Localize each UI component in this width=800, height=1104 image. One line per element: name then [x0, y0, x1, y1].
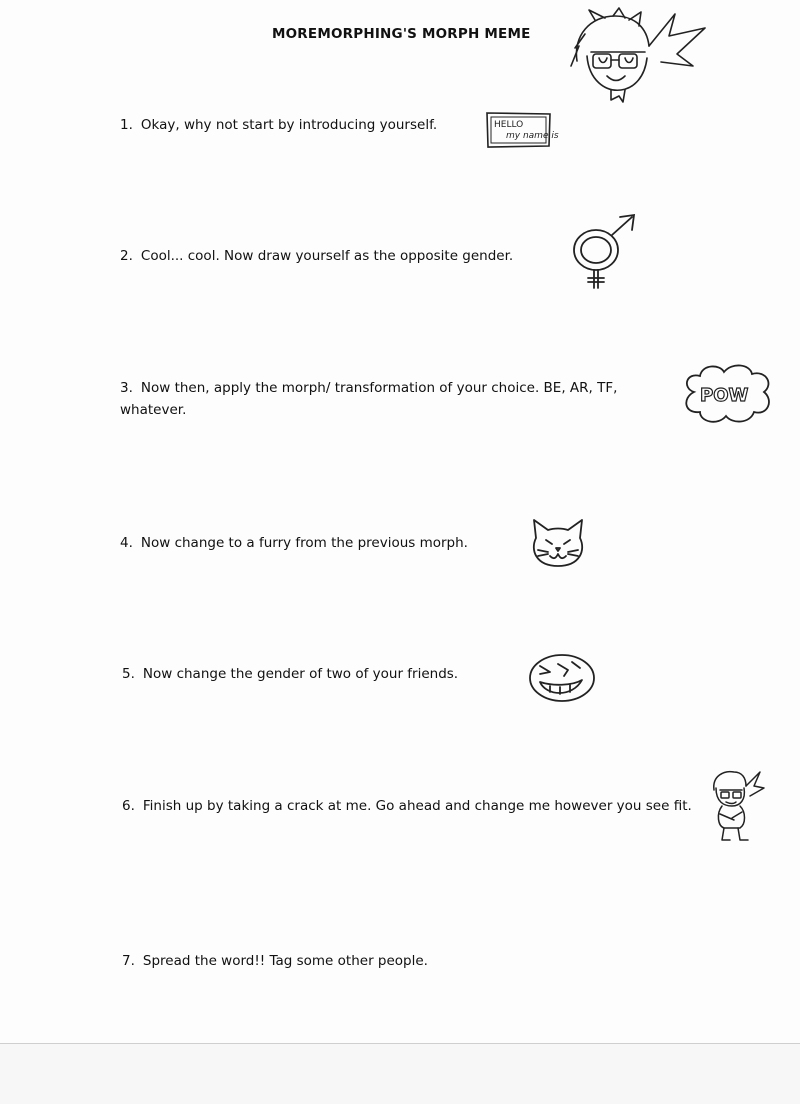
page-title: MOREMORPHING'S MORPH MEME: [272, 26, 531, 42]
gender-symbol-icon: [568, 210, 643, 295]
item-number: 6.: [122, 798, 135, 814]
item-number: 5.: [122, 666, 135, 682]
nametag-name-text: my name is: [506, 131, 559, 141]
item-number: 3.: [120, 380, 133, 396]
chibi-character-icon: [706, 768, 766, 848]
list-item: [120, 532, 468, 554]
item-number: 1.: [120, 117, 133, 133]
scan-background: [0, 1044, 800, 1104]
item-text: Okay, why not start by introducing yourself.: [140, 117, 438, 133]
item-text: Cool... cool. Now draw yourself as the opposite gender.: [140, 248, 514, 264]
item-number: 4.: [120, 535, 133, 551]
list-item: [122, 795, 692, 817]
list-item: [120, 114, 437, 136]
list-item: [122, 663, 458, 685]
item-text: Finish up by taking a crack at me. Go ahead and change me however you see fit.: [142, 798, 692, 814]
hello-name-tag-icon: [484, 110, 559, 150]
pow-text: POW: [700, 385, 749, 406]
item-text: Now change to a furry from the previous morph.: [140, 535, 468, 551]
item-number: 7.: [122, 953, 135, 969]
anime-face-with-ponytail-icon: [565, 6, 710, 106]
item-text: Spread the word!! Tag some other people.: [142, 953, 428, 969]
list-item: [120, 377, 680, 421]
item-text: Now then, apply the morph/ transformation of your choice. BE, AR, TF, whatever.: [120, 380, 618, 418]
list-item: [120, 245, 513, 267]
item-text: Now change the gender of two of your friends.: [142, 666, 459, 682]
cat-face-icon: [528, 516, 588, 572]
nametag-hello-text: HELLO: [494, 120, 524, 130]
grinning-face-icon: [528, 652, 598, 706]
list-item: [122, 950, 428, 972]
pow-cloud-icon: [680, 362, 776, 426]
item-number: 2.: [120, 248, 133, 264]
